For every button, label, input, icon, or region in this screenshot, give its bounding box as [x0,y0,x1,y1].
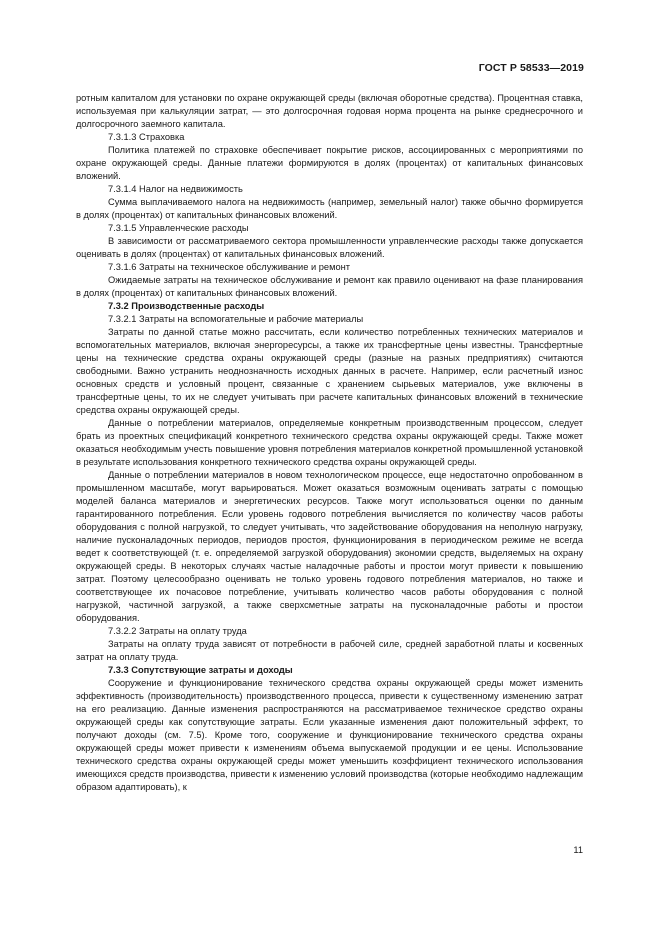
section-heading: 7.3.2.1 Затраты на вспомогательные и рабочие материалы [108,314,364,324]
section-heading: 7.3.1.5 Управленческие расходы [108,223,249,233]
paragraph: Сооружение и функционирование технического средства охраны окружающей среды может изменить эффективность (производительность) производственного процесса, привести к существенному изменению затрат на его реализацию. Данные изменения распространяются на рассматриваемое техническое средство охраны окружающей среды как сопутствующие затраты. Если указанные изменения дают положительный эффект, то получают доходы (см. 7.5). Кроме того, сооружение и функционирование технического средства охраны окружающей среды может привести к изменениям объема выпускаемой продукции и ее цены. Использование технического средства охраны окружающей среды может уменьшить коэффициент технического использования имеющихся средств производства, привести к изменению условий производства (которые необходимо надлежащим образом адаптировать), к [76,678,583,792]
paragraph: Затраты на оплату труда зависят от потребности в рабочей силе, средней заработной платы и косвенных затрат на оплату труда. [76,639,583,662]
section-heading-bold: 7.3.3 Сопутствующие затраты и доходы [108,665,293,675]
section-heading: 7.3.1.4 Налог на недвижимость [108,184,243,194]
section-heading: 7.3.1.6 Затраты на техническое обслуживание и ремонт [108,262,351,272]
paragraph: Данные о потреблении материалов, определяемые конкретным производственным процессом, следует брать из проектных спецификаций конкретного технического средства охраны окружающей среды. Также может оказаться необходимым учесть повышение уровня потребления материалов конкретной промышленной установкой в результате использования конкретного технического средства охраны окружающей среды. [76,418,583,467]
standard-designation: ГОСТ Р 58533—2019 [478,62,584,74]
paragraph: Сумма выплачиваемого налога на недвижимость (например, земельный налог) также обычно формируется в долях (процентах) от капитальных финансовых вложений. [76,197,583,220]
document-body [76,92,583,794]
paragraph: ротным капиталом для установки по охране окружающей среды (включая оборотные средства). Процентная ставка, используемая при калькуляции затрат, — это долгосрочная годовая норма процента на рынке среднесрочного и долгосрочного заемного капитала. [76,93,583,129]
section-heading: 7.3.1.3 Страховка [108,132,185,142]
section-heading-bold: 7.3.2 Производственные расходы [108,301,265,311]
page-number: 11 [573,845,583,855]
paragraph: Ожидаемые затраты на техническое обслуживание и ремонт как правило оценивают на фазе планирования в долях (процентах) от капитальных финансовых вложений. [76,275,583,298]
paragraph: Политика платежей по страховке обеспечивает покрытие рисков, ассоциированных с мероприятиями по охране окружающей среды. Данные платежи формируются в долях (процентах) от капитальных финансовых вложений. [76,145,583,181]
paragraph: Затраты по данной статье можно рассчитать, если количество потребленных технических материалов и вспомогательных материалов, включая энергоресурсы, а также их трансфертные цены известны. Трансфертные цены на технические средства охраны окружающей среды (разные на разных предприятиях) считаются свободными. Важно устранить неоднозначность исходных данных в расчете. Например, если расчетный износ основных средств и условный процент, связанные с хранением сырьевых материалов, уже включены в трансфертные цены, то их не следует учитывать при расчете капитальных финансовых вложений в технические средства охраны окружающей среды. [76,327,583,415]
paragraph: Данные о потреблении материалов в новом технологическом процессе, еще недостаточно опробованном в промышленном масштабе, могут варьироваться. Может оказаться возможным оценивать затраты с помощью моделей баланса материалов и энергетических ресурсов. Также могут использоваться оценки по данным гарантированного потребления. Если уровень годового потребления вычисляется по количеству часов работы оборудования с полной нагрузкой, то следует учитывать, что задействование оборудования на неполную нагрузку, наличие пусконаладочных периодов, периодов простоя, функционирования в периодическом режиме не всегда ведет к соответствующей (т. е. определяемой загрузкой оборудования) экономии средств, выделяемых на охрану окружающей среды. В некоторых случаях частые наладочные работы и простои могут привести к повышению затрат. Поэтому целесообразно оценивать не только уровень годового потребления материалов, но также и соответствующее их почасовое потребление, учитывать количество часов работы оборудования с полной нагрузкой, частичной загрузкой, а также сверхсметные затраты на пусконаладочные работы и простои оборудования. [76,470,583,623]
section-heading: 7.3.2.2 Затраты на оплату труда [108,626,247,636]
paragraph: В зависимости от рассматриваемого сектора промышленности управленческие расходы также допускается оценивать в долях (процентах) от капитальных финансовых вложений. [76,236,583,259]
